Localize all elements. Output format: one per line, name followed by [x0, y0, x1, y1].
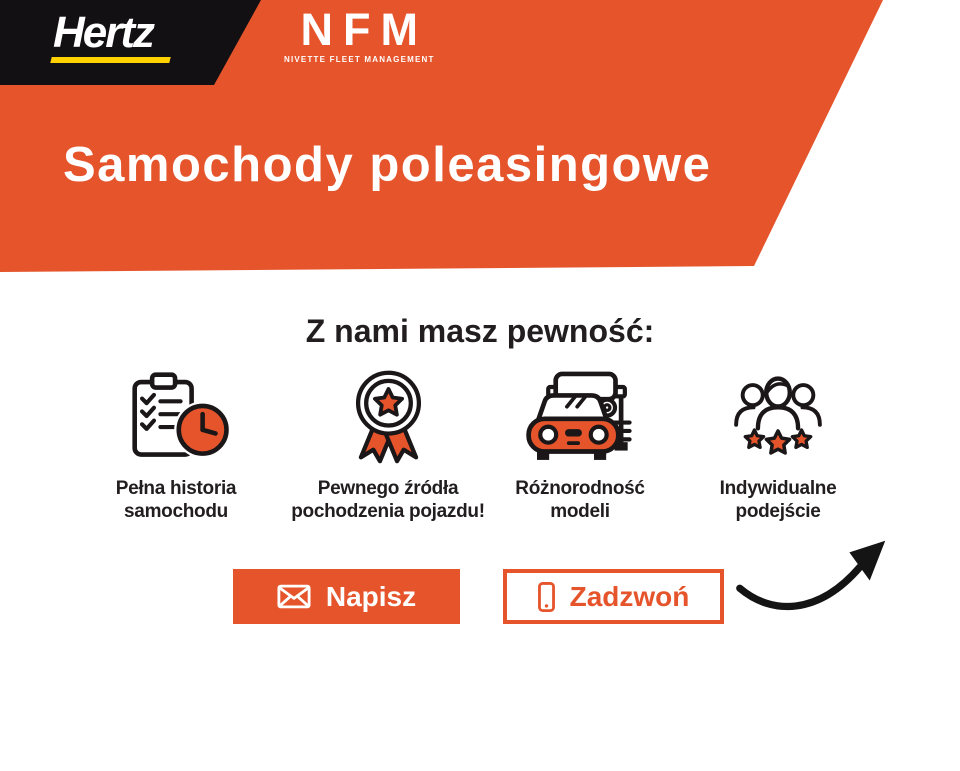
- phone-icon: [538, 582, 555, 612]
- people-stars-icon: [673, 364, 883, 468]
- feature-full-history: [71, 364, 281, 523]
- feature-model-variety: [475, 364, 685, 523]
- feature-label: Pewnego źródła pochodzenia pojazdu!: [291, 478, 485, 522]
- feature-label: Różnorodność modeli: [515, 478, 645, 522]
- write-button[interactable]: [233, 569, 460, 624]
- hertz-logo-text: Hertz: [53, 8, 154, 57]
- hertz-logo-underline: [50, 57, 170, 63]
- feature-individual-approach: [673, 364, 883, 523]
- curved-arrow-icon: [733, 532, 893, 629]
- medal-icon: [283, 364, 493, 468]
- envelope-icon: [277, 584, 311, 609]
- feature-certain-origin: [283, 364, 493, 523]
- clipboard-clock-icon: [71, 364, 281, 468]
- call-button-label: Zadzwoń: [569, 580, 690, 612]
- feature-label: Indywidualne podejście: [719, 478, 837, 522]
- page-title: Samochody poleasingowe: [63, 138, 712, 192]
- nfm-logo-subtitle: NIVETTE FLEET MANAGEMENT: [284, 55, 435, 64]
- cars-icon: [475, 364, 685, 468]
- feature-label: Pełna historia samochodu: [115, 478, 237, 522]
- nfm-logo: [284, 4, 435, 64]
- hertz-logo: [53, 10, 183, 63]
- write-button-label: Napisz: [325, 580, 417, 612]
- call-button[interactable]: [503, 569, 724, 624]
- section-heading: Z nami masz pewność:: [305, 313, 655, 349]
- nfm-logo-text: NFM: [300, 4, 429, 55]
